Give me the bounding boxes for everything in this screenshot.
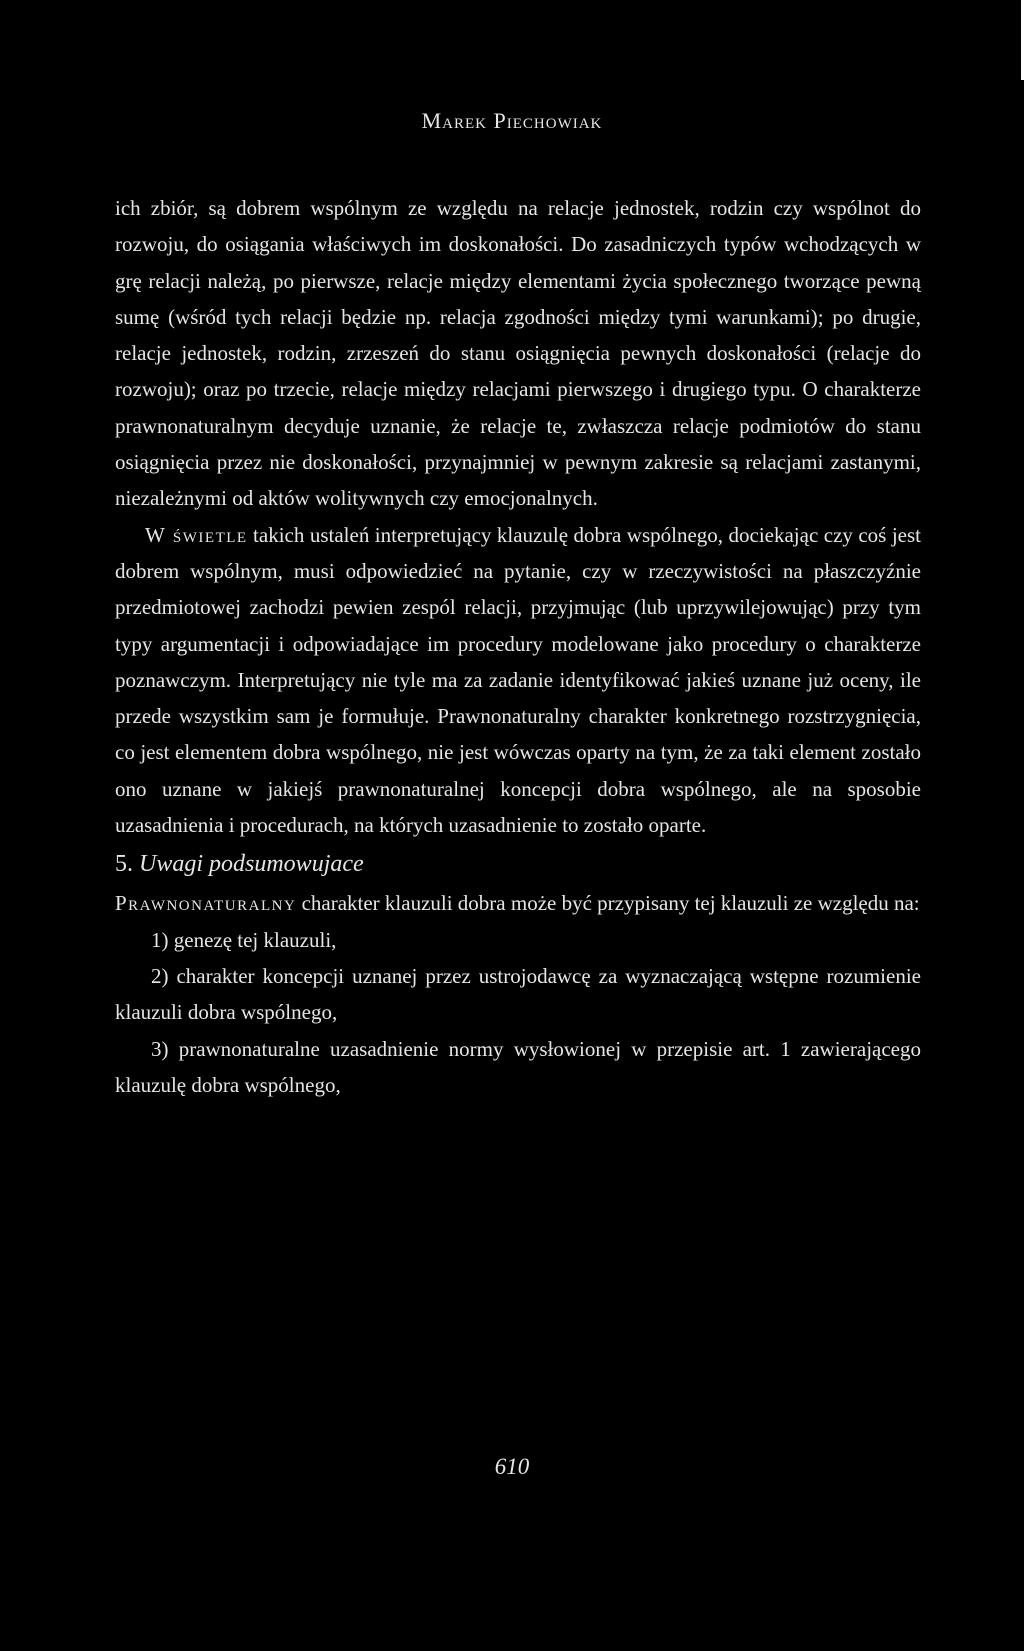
- paragraph-text: takich ustaleń interpretujący klauzulę dobra wspólnego, dociekając czy coś jest dobrem wspólnym, musi odpowiedzieć na pytanie, czy w rzeczywistości na płaszczyźnie przedmiotowej zachodzi pewien zespól relacji, przyjmując (lub uprzywilejowując) przy tym typy argumentacji i odpowiadające im procedury modelowane jako procedury o charakterze poznawczym. Interpretujący nie tyle ma za zadanie identyfikować jakieś uznane już oceny, ile przede wszystkim sam je formułuje. Prawnonaturalny charakter konkretnego rozstrzygnięcia, co jest elementem dobra wspólnego, nie jest wówczas oparty na tym, że za taki element zostało ono uznane w jakiejś prawnonaturalnej koncepcji dobra wspólnego, ale na sposobie uzasadnienia i procedurach, na których uzasadnienie to zostało oparte.: [115, 522, 921, 838]
- running-head: Marek Piechowiak: [421, 108, 603, 133]
- page-body: [115, 190, 921, 1103]
- page-number: 610: [494, 1454, 530, 1479]
- section-number: 5.: [115, 851, 133, 878]
- list-item: 2) charakter koncepcji uznanej przez ustrojodawcę za wyznaczającą wstępne rozumienie klauzuli dobra wspólnego,: [115, 963, 921, 1025]
- list-item: 1) genezę tej klauzuli,: [151, 927, 337, 952]
- paragraph-lead-smallcaps: Prawnonaturalny: [115, 891, 297, 916]
- paragraph: [115, 517, 921, 844]
- paragraph: [115, 885, 921, 921]
- paragraph-text: charakter klauzuli dobra może być przypisany tej klauzuli ze względu na:: [296, 891, 920, 916]
- section-title: Uwagi podsumowujace: [139, 851, 364, 878]
- list-item: 3) prawnonaturalne uzasadnienie normy wysłowionej w przepisie art. 1 zawierającego klauzulę dobra wspólnego,: [115, 1036, 921, 1097]
- paragraph: ich zbiór, są dobrem wspólnym ze względu na relacje jednostek, rodzin czy wspólnot do rozwoju, do osiągania właściwych im doskonałości. Do zasadniczych typów wchodzących w grę relacji należą, po pierwsze, relacje między elementami życia społecznego tworzące pewną sumę (wśród tych relacji będzie np. relacja zgodności między tymi warunkami); po drugie, relacje jednostek, rodzin, zrzeszeń do stanu osiągnięcia pewnych doskonałości (relacje do rozwoju); oraz po trzecie, relacje między relacjami pierwszego i drugiego typu. O charakterze prawnonaturalnym decyduje uznanie, że relacje te, zwłaszcza relacje podmiotów do stanu osiągnięcia przez nie doskonałości, przynajmniej w pewnym zakresie są relacjami zastanymi, niezależnymi od aktów wolitywnych czy emocjonalnych.: [115, 196, 921, 511]
- section-heading: [115, 843, 921, 885]
- paragraph-lead-smallcaps: W świetle: [145, 522, 248, 547]
